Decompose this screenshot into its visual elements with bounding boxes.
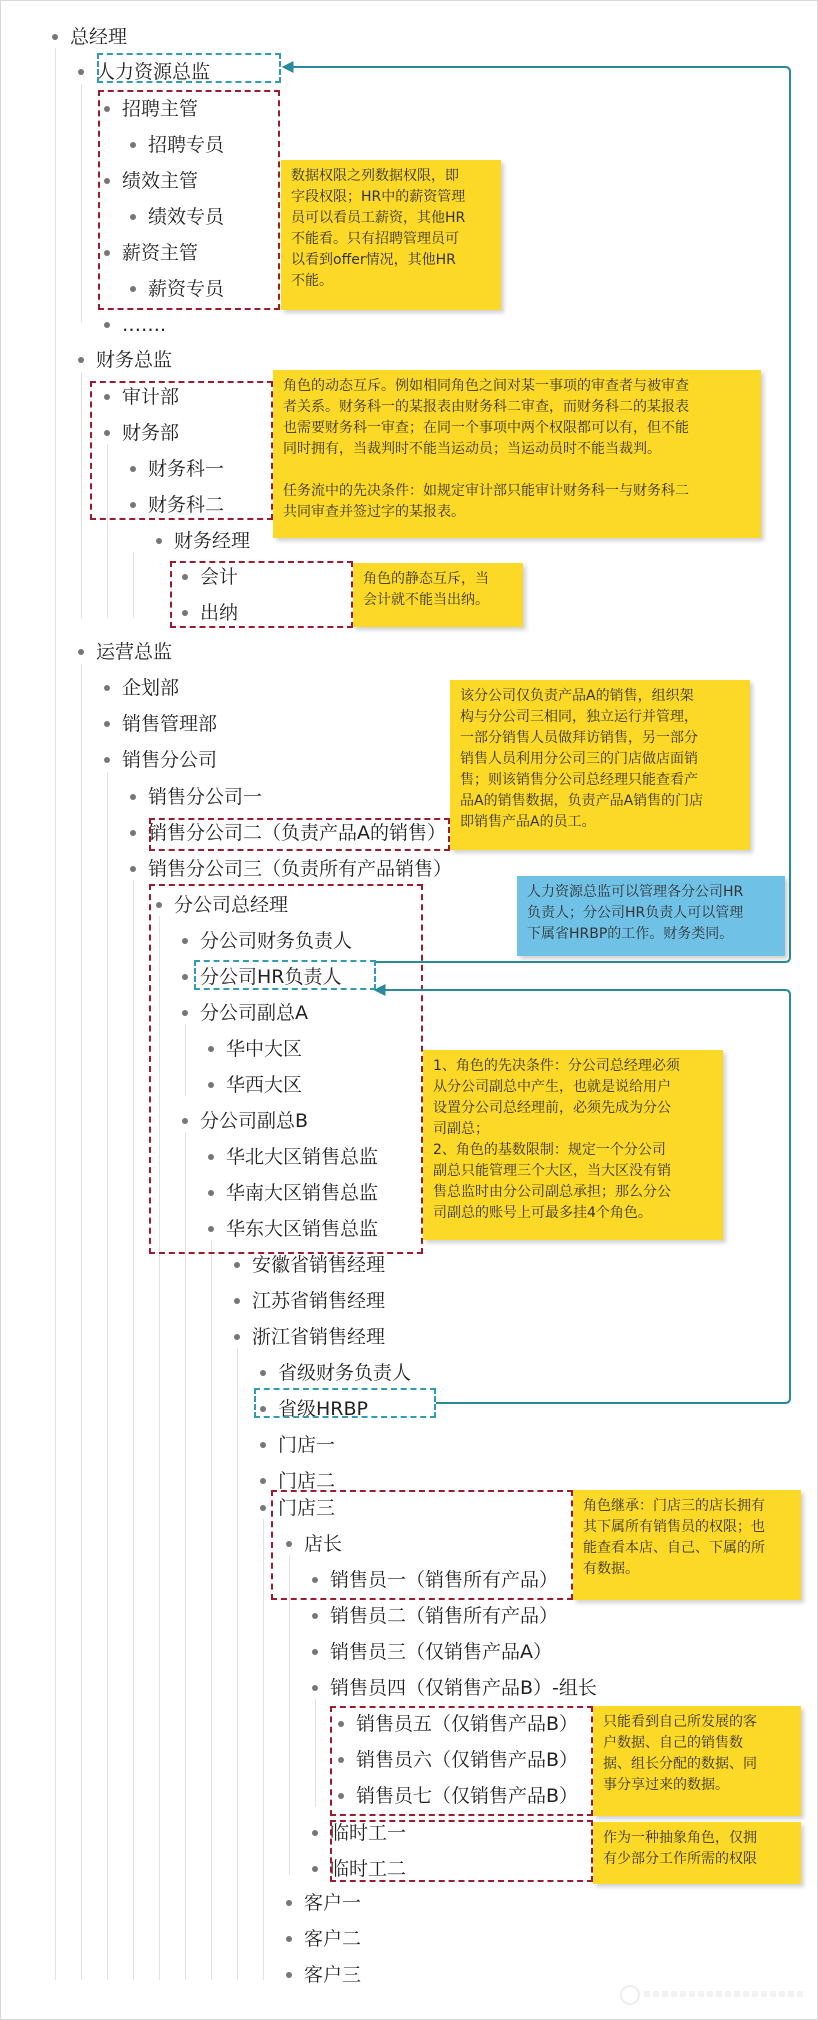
note-line: 品A的销售数据，负责产品A销售的门店 bbox=[460, 793, 704, 809]
note-line: 该分公司仅负责产品A的销售，组织架 bbox=[460, 688, 694, 704]
group-members-highlight bbox=[330, 1706, 593, 1816]
bullet-icon bbox=[312, 1830, 318, 1836]
note-line: 事分享过来的数据。 bbox=[603, 1777, 729, 1793]
watermark bbox=[620, 1985, 810, 2005]
note-line: 不能看。只有招聘管理员可 bbox=[291, 231, 459, 247]
note-line: 作为一种抽象角色，仅拥 bbox=[603, 1830, 757, 1846]
tree-node-label: 财务总监 bbox=[96, 349, 173, 371]
bullet-icon bbox=[286, 1936, 292, 1942]
note-inheritance bbox=[573, 1490, 801, 1600]
note-abstract-role bbox=[593, 1822, 801, 1884]
tree-node-label: 招聘主管 bbox=[122, 98, 199, 120]
note-line: 负责人；分公司HR负责人可以管理 bbox=[527, 905, 744, 921]
note-line: 数据权限之列数据权限，即 bbox=[291, 168, 459, 184]
note-branch-two bbox=[450, 680, 750, 850]
tree-node-label: 华北大区销售总监 bbox=[226, 1146, 379, 1168]
bullet-icon bbox=[78, 69, 84, 75]
tree-guide-line bbox=[211, 1240, 212, 1980]
note-data-permission bbox=[281, 160, 501, 310]
hr-data-permission-group bbox=[98, 90, 280, 310]
note-line: 户数据、自己的销售数 bbox=[603, 1735, 743, 1751]
note-line: 构与分公司三相同，独立运行并管理， bbox=[460, 709, 698, 725]
tree-guide-line bbox=[315, 1699, 316, 1807]
tree-node-label: 销售分公司 bbox=[122, 749, 218, 771]
tree-guide-line bbox=[81, 372, 82, 618]
hr-director-highlight bbox=[97, 53, 281, 83]
tree-node-label: 销售员五（仅销售产品B） bbox=[356, 1713, 579, 1735]
tree-guide-line bbox=[133, 880, 134, 1980]
tree-guide-line bbox=[55, 48, 56, 1980]
note-line: 有少部分工作所需的权限 bbox=[603, 1851, 757, 1867]
tree-node-label: 门店一 bbox=[278, 1434, 336, 1456]
tree-node-label: 临时工二 bbox=[330, 1858, 407, 1880]
note-line: 2、角色的基数限制：规定一个分公司 bbox=[433, 1142, 666, 1158]
tree-guide-line bbox=[289, 1555, 290, 1875]
bullet-icon bbox=[260, 1478, 266, 1484]
note-hr-manage bbox=[517, 876, 785, 956]
tree-node-label: 运营总监 bbox=[96, 641, 173, 663]
tree-node-label: 销售员七（仅销售产品B） bbox=[356, 1785, 579, 1807]
note-line: 副总只能管理三个大区，当大区没有销 bbox=[433, 1163, 671, 1179]
tree-node-label: 销售员一（销售所有产品） bbox=[330, 1569, 559, 1591]
tree-node-label: 财务科一 bbox=[148, 458, 225, 480]
note-line: 司副总的账号上可最多挂4个角色。 bbox=[433, 1205, 652, 1221]
note-line: 以看到offer情况，其他HR bbox=[291, 252, 456, 268]
branch-gm-group bbox=[149, 884, 423, 1254]
tree-node-label: 财务部 bbox=[122, 422, 180, 444]
bullet-icon bbox=[312, 1613, 318, 1619]
bullet-icon bbox=[234, 1262, 240, 1268]
bullet-icon bbox=[78, 357, 84, 363]
note-line: 角色的动态互斥。例如相同角色之间对某一事项的审查者与被审查 bbox=[283, 378, 689, 394]
note-line: 一部分销售人员做拜访销售，另一部分 bbox=[460, 730, 698, 746]
bullet-icon bbox=[78, 649, 84, 655]
note-line: 也需要财务科一审查；在同一个事项中两个权限都可以有，但不能 bbox=[283, 420, 689, 436]
tree-node-label: 人力资源总监 bbox=[96, 61, 211, 83]
note-line: 员可以看员工薪资，其他HR bbox=[291, 210, 466, 226]
bullet-icon bbox=[260, 1505, 266, 1511]
note-dynamic-mutex bbox=[273, 370, 761, 538]
note-static-mutex bbox=[353, 563, 523, 627]
tree-node-label: 销售员三（仅销售产品A） bbox=[330, 1641, 552, 1663]
bullet-icon bbox=[234, 1334, 240, 1340]
tree-node-label: 门店二 bbox=[278, 1470, 336, 1492]
bullet-icon bbox=[104, 322, 110, 328]
tree-node-label: 财务经理 bbox=[174, 530, 251, 552]
bullet-icon bbox=[130, 830, 136, 836]
tree-guide-line bbox=[81, 84, 82, 322]
note-line: 会计就不能当出纳。 bbox=[363, 592, 489, 608]
note-line: 销售人员利用分公司三的门店做店面销 bbox=[460, 751, 698, 767]
bullet-icon bbox=[130, 866, 136, 872]
note-line: 不能。 bbox=[291, 273, 333, 289]
note-line: 能查看本店、自己、下属的所 bbox=[583, 1540, 765, 1556]
note-prerequisite-cardinality bbox=[423, 1050, 723, 1240]
tree-node-label: 省级HRBP bbox=[278, 1398, 368, 1420]
note-line: 角色继承：门店三的店长拥有 bbox=[583, 1498, 765, 1514]
tree-node-label: 总经理 bbox=[70, 26, 128, 48]
tree-node-label: 审计部 bbox=[122, 386, 180, 408]
finance-dynamic-mutex-group bbox=[90, 381, 273, 520]
note-line: 设置分公司总经理前，必须先成为分公 bbox=[433, 1100, 671, 1116]
note-line: 据、组长分配的数据、同 bbox=[603, 1756, 757, 1772]
tree-node-label: 江苏省销售经理 bbox=[252, 1290, 386, 1312]
note-line: 只能看到自己所发展的客 bbox=[603, 1714, 757, 1730]
tree-node-label: 分公司HR负责人 bbox=[200, 966, 342, 988]
tree-node-label: 华中大区 bbox=[226, 1038, 303, 1060]
note-line bbox=[283, 460, 751, 481]
note-line: 1、角色的先决条件：分公司总经理必须 bbox=[433, 1058, 680, 1074]
tree-node-label: ……. bbox=[122, 314, 167, 336]
tree-node-label: 华东大区销售总监 bbox=[226, 1218, 379, 1240]
note-line: 售；则该销售分公司总经理只能查看产 bbox=[460, 772, 698, 788]
note-line: 下属省HRBP的工作。财务类同。 bbox=[527, 926, 734, 942]
tree-node-label: 客户一 bbox=[304, 1892, 362, 1914]
note-line: 其下属所有销售员的权限；也 bbox=[583, 1519, 765, 1535]
tree-node-label: 财务科二 bbox=[148, 494, 225, 516]
note-line: 任务流中的先决条件：如规定审计部只能审计财务科一与财务科二 bbox=[283, 483, 689, 499]
tree-node-label: 销售员四（仅销售产品B）-组长 bbox=[330, 1677, 597, 1699]
tree-node-label: 招聘专员 bbox=[148, 134, 225, 156]
tree-node-label: 销售分公司二（负责产品A的销售） bbox=[148, 822, 446, 844]
tree-node-label: 销售管理部 bbox=[122, 713, 218, 735]
note-line: 司副总； bbox=[433, 1121, 489, 1137]
store-three-inheritance-group bbox=[271, 1490, 573, 1600]
tree-node-label: 省级财务负责人 bbox=[278, 1362, 412, 1384]
provincial-hrbp-highlight bbox=[254, 1388, 436, 1418]
bullet-icon bbox=[312, 1866, 318, 1872]
note-line: 共同审查并签过字的某报表。 bbox=[283, 504, 465, 520]
tree-node-label: 企划部 bbox=[122, 677, 180, 699]
tree-node-label: 客户三 bbox=[304, 1964, 362, 1986]
tree-guide-line bbox=[81, 664, 82, 1980]
note-line: 有数据。 bbox=[583, 1561, 639, 1577]
tree-node-label: 华西大区 bbox=[226, 1074, 303, 1096]
watermark-logo-icon bbox=[620, 1985, 640, 2005]
tree-node-label: 华南大区销售总监 bbox=[226, 1182, 379, 1204]
note-line: 从分公司副总中产生，也就是说给用户 bbox=[433, 1079, 671, 1095]
tree-guide-line bbox=[263, 1519, 264, 1980]
tree-node-label: 安徽省销售经理 bbox=[252, 1254, 386, 1276]
bullet-icon bbox=[234, 1298, 240, 1304]
tree-node-label: 薪资专员 bbox=[148, 278, 225, 300]
bullet-icon bbox=[286, 1900, 292, 1906]
tree-guide-line bbox=[237, 1348, 238, 1980]
tree-node-label: 销售员六（仅销售产品B） bbox=[356, 1749, 579, 1771]
bullet-icon bbox=[104, 757, 110, 763]
bullet-icon bbox=[260, 1442, 266, 1448]
tree-node-label: 绩效专员 bbox=[148, 206, 225, 228]
temp-workers-highlight bbox=[330, 1820, 593, 1882]
note-own-data bbox=[593, 1706, 801, 1816]
tree-node-label: 销售分公司一 bbox=[148, 786, 263, 808]
note-line: 售总监时由分公司副总承担；那么分公 bbox=[433, 1184, 671, 1200]
tree-node-label: 销售员二（销售所有产品） bbox=[330, 1605, 559, 1627]
bullet-icon bbox=[312, 1685, 318, 1691]
tree-node-label: 分公司财务负责人 bbox=[200, 930, 353, 952]
note-line: 即销售产品A的员工。 bbox=[460, 814, 596, 830]
bullet-icon bbox=[130, 794, 136, 800]
tree-node-label: 临时工一 bbox=[330, 1822, 407, 1844]
tree-node-label: 分公司总经理 bbox=[174, 894, 289, 916]
bullet-icon bbox=[312, 1649, 318, 1655]
note-line: 字段权限；HR中的薪资管理 bbox=[291, 189, 466, 205]
tree-node-label: 绩效主管 bbox=[122, 170, 199, 192]
bullet-icon bbox=[104, 685, 110, 691]
tree-node-label: 出纳 bbox=[200, 602, 239, 624]
tree-node-label: 分公司副总B bbox=[200, 1110, 309, 1132]
bullet-icon bbox=[260, 1370, 266, 1376]
note-line: 者关系。财务科一的某报表由财务科二审查，而财务科二的某报表 bbox=[283, 399, 689, 415]
static-mutex-group bbox=[170, 561, 353, 628]
tree-node-label: 分公司副总A bbox=[200, 1002, 308, 1024]
tree-guide-line bbox=[107, 772, 108, 1980]
tree-node-label: 销售分公司三（负责所有产品销售） bbox=[148, 858, 453, 880]
note-line: 角色的静态互斥，当 bbox=[363, 571, 489, 587]
tree-node-label: 浙江省销售经理 bbox=[252, 1326, 386, 1348]
bullet-icon bbox=[104, 721, 110, 727]
watermark-text-blur bbox=[644, 1991, 804, 1997]
tree-node-label: 会计 bbox=[200, 566, 239, 588]
tree-guide-line bbox=[185, 1132, 186, 1980]
bullet-icon bbox=[156, 538, 162, 544]
bullet-icon bbox=[286, 1972, 292, 1978]
tree-node-label: 客户二 bbox=[304, 1928, 362, 1950]
note-line: 同时拥有，当裁判时不能当运动员；当运动员时不能当裁判。 bbox=[283, 441, 661, 457]
tree-node-label: 薪资主管 bbox=[122, 242, 199, 264]
tree-node-label: 门店三 bbox=[278, 1497, 336, 1519]
branch-hr-highlight bbox=[194, 960, 376, 990]
tree-guide-line bbox=[133, 552, 134, 618]
branch-two-highlight bbox=[149, 818, 450, 851]
bullet-icon bbox=[52, 34, 58, 40]
note-line: 人力资源总监可以管理各分公司HR bbox=[527, 884, 744, 900]
tree-node-label: 店长 bbox=[304, 1533, 343, 1555]
